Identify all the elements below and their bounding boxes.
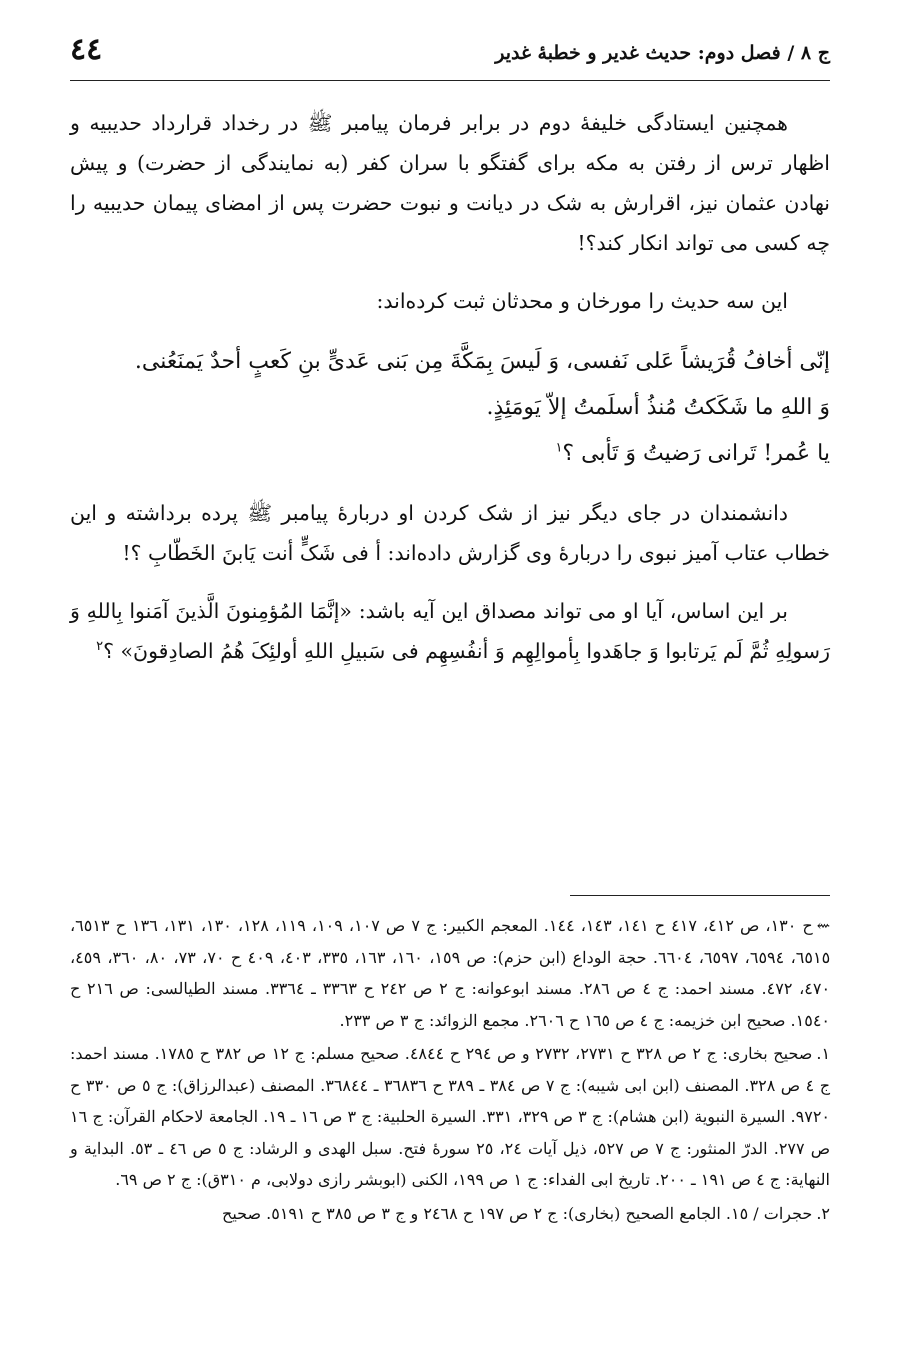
paragraph-3: دانشمندان در جای دیگر نیز از شک کردن او دربارۀ پیامبر ﷺ پرده برداشته و این خطاب عتاب آمیز نبوی را دربارۀ وی گزارش داده‌اند: أ فی شَکٍّ أنت یَابنَ الخَطّابِ ؟! [70,501,830,565]
footnote-ref-1: ١ [555,440,563,456]
continuation-arrow-icon: ⇜ [816,916,831,935]
footnote-2-text: حجرات / ١٥. الجامع الصحیح (بخاری): ج ٢ ص ١٩٧ ح ٢٤٦٨ و ج ٣ ص ٣٨٥ ح ٥١٩١. صحیح [221,1203,813,1223]
arabic-quote-2: وَ اللهِ ما شَکَکتُ مُنذُ أسلَمتُ إلاّ یَومَئِذٍ. [486,395,830,420]
main-text [70,103,830,671]
footnote-1-text: صحیح بخاری: ج ٢ ص ٣٢٨ ح ٢٧٣١، ٢٧٣٢ و ص ٢٩٤ ح ٤٨٤٤. صحیح مسلم: ج ١٢ ص ٣٨٢ ح ١٧٨٥. مسند احمد: ج ٤ ص ٣٢٨. المصنف (ابن ابی شیبه): ج ٧ ص ٣٨٤ ـ ٣٨٩ ح ٣٦٨٣٦ ـ ٣٦٨٤٤. المصنف (عبدالرزاق): ج ٥ ص ٣٣٠ ح ٩٧٢٠. السیرة النبویة (ابن هشام): ج ٣ ص ٣٢٩، ٣٣١. السیرة الحلبیة: ج ٣ ص ١٦ ـ ١٩. الجامعة لاحکام القرآن: ج ١٦ ص ٢٧٧. الدرّ المنثور: ج ٧ ص ٥٢٧، ذیل آیات ٢٤، ٢٥ سورۀ فتح. سبل الهدی و الرشاد: ج ٥ ص ٤٦ ـ ٥٣. البدایة و النهایة: ج ٤ ص ١٩١ ـ ٢٠٠. تاریخ ابی الفداء: ج ١ ص ١٩٩، الکنی (ابوبشر رازی دولابی، م ٣١٠ق): ج ٢ ص ٦٩. [70,1044,831,1189]
book-page [70,30,830,1350]
footnote-continued [70,910,830,1036]
arabic-quote-3-wrap [70,431,830,477]
page-number: ٤٤ [70,32,103,67]
paragraph-4: بر این اساس، آیا او می تواند مصداق این آیه باشد: «إنَّمَا المُؤمِنونَ الَّذینَ آمَنوا بِاللهِ وَ رَسولِهِ ثُمَّ لَم یَرتابوا وَ جاهَدوا بِأموالِهِم وَ أنفُسِهِم فی سَبیلِ اللهِ أولئِکَ هُمُ الصادِقونَ» ؟ [70,599,830,663]
arabic-quote-3: یا عُمر! تَرانی رَضیتُ وَ تَأبی ؟ [562,441,830,466]
running-title: ج ٨ / فصل دوم: حدیث غدیر و خطبۀ غدیر [495,42,830,64]
arabic-quote-1: إنّی أخافُ قُرَیشاً عَلی نَفسی، وَ لَیسَ بِمَکَّةَ مِن بَنی عَدیٍّ بنِ کَعبٍ أحدٌ یَمنَعُنی. [134,349,830,374]
footnote-2-number: ٢. [816,1203,830,1223]
paragraph-4-wrap [70,591,830,671]
arabic-quotes [70,339,830,477]
footnote-divider [570,895,830,896]
paragraph-1: همچنین ایستادگی خلیفۀ دوم در برابر فرمان پیامبر ﷺ در رخداد قرارداد حدیبیه و اظهار ترس از رفتن به مکه برای گفتگو با سران کفر (به نمایندگی از حضرت) و پیش نهادن عثمان نیز، اقرارش به شک در دیانت و نبوت حضرت پس از امضای پیمان حدیبیه را چه کسی می تواند انکار کند؟! [70,111,830,255]
footnote-1-number: ١. [816,1044,831,1063]
footnote-1 [70,1038,830,1196]
footnotes [70,910,830,1231]
paragraph-2: این سه حدیث را مورخان و محدثان ثبت کرده‌اند: [376,289,788,313]
page-header [70,30,830,81]
footnote-2 [70,1198,830,1230]
footnote-ref-2: ٢ [96,639,104,655]
footnote-continued-text: ح ١٣٠، ص ٤١٢، ٤١٧ ح ١٤١، ١٤٣، ١٤٤. المعجم الکبیر: ج ٧ ص ١٠٧، ١٠٩، ١١٩، ١٢٨، ١٣٠، ١٣١، ١٣٦ ح ٦٥١٣، ٦٥١٥، ٦٥٩٤، ٦٥٩٧، ٦٦٠٤. حجة الوداع (ابن حزم): ص ١٥٩، ١٦٠، ١٦٣، ٣٣٥، ٤٠٣، ٤٠٩ ح ٧٠، ٧٣، ٨٠، ٣٦٠، ٤٥٩، ٤٧٠، ٤٧٢. مسند احمد: ج ٤ ص ٢٨٦. مسند ابوعوانه: ج ٢ ص ٢٤٢ ح ٣٣٦٣ ـ ٣٣٦٤. مسند الطیالسی: ص ٢١٦ ح ١٥٤٠. صحیح ابن خزیمه: ج ٤ ص ١٦٥ ح ٢٦٠٦. مجمع الزوائد: ج ٣ ص ٢٣٣. [70,916,831,1030]
